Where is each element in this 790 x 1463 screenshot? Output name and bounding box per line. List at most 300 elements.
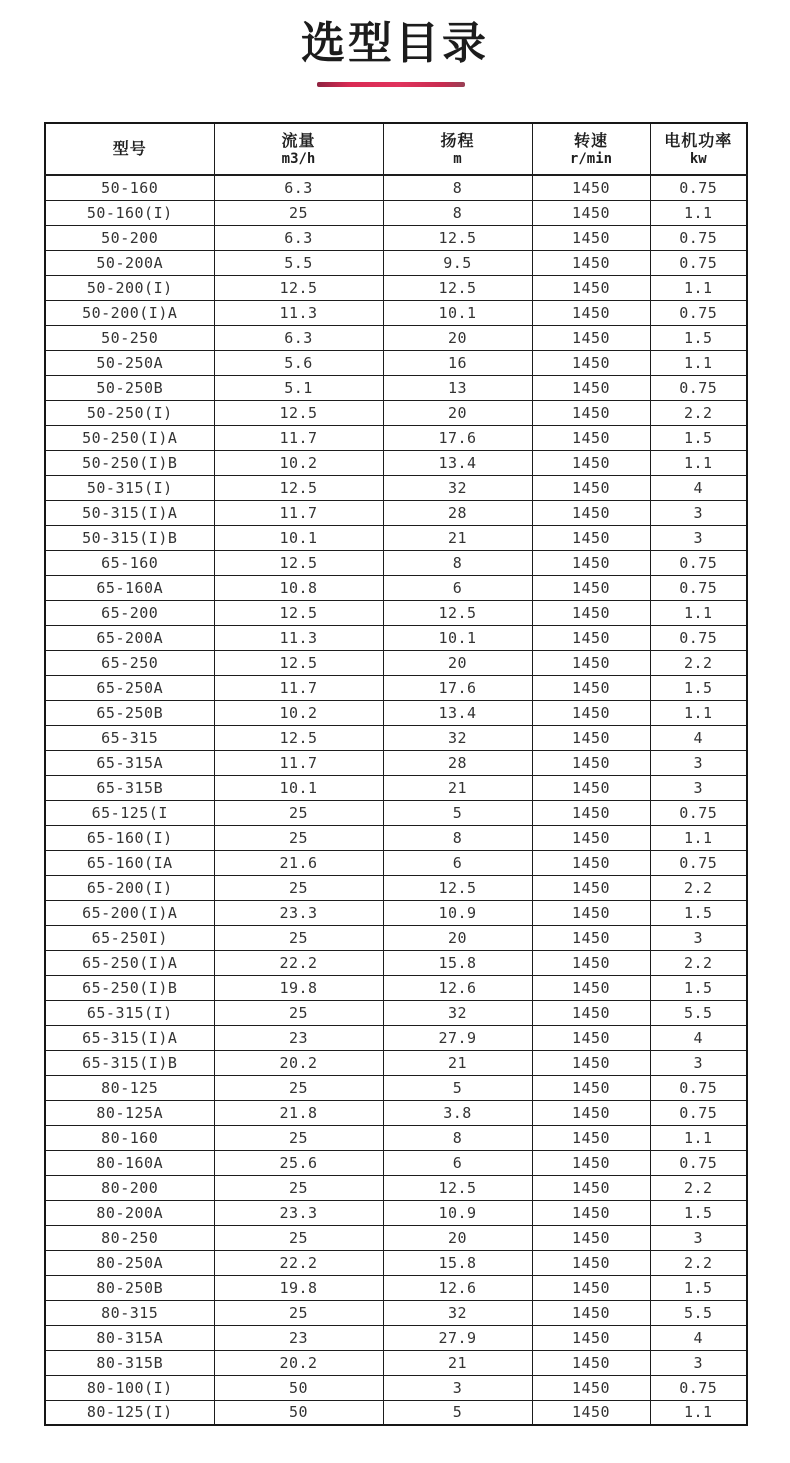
table-row bbox=[45, 1275, 747, 1300]
table-cell: 5.1 bbox=[214, 375, 383, 400]
table-cell: 20 bbox=[383, 925, 532, 950]
table-cell: 1450 bbox=[532, 350, 650, 375]
table-cell: 50 bbox=[214, 1400, 383, 1425]
table-cell: 50-315(I)B bbox=[45, 525, 214, 550]
table-cell: 80-125A bbox=[45, 1100, 214, 1125]
table-cell: 65-250B bbox=[45, 700, 214, 725]
table-row bbox=[45, 1250, 747, 1275]
table-row bbox=[45, 525, 747, 550]
table-cell: 1450 bbox=[532, 1275, 650, 1300]
table-cell: 11.7 bbox=[214, 425, 383, 450]
table-cell: 1.1 bbox=[650, 825, 747, 850]
table-cell: 5 bbox=[383, 1400, 532, 1425]
table-cell: 65-315(I) bbox=[45, 1000, 214, 1025]
table-cell: 10.9 bbox=[383, 900, 532, 925]
table-cell: 8 bbox=[383, 200, 532, 225]
table-row bbox=[45, 925, 747, 950]
table-cell: 21.8 bbox=[214, 1100, 383, 1125]
table-cell: 25 bbox=[214, 875, 383, 900]
table-cell: 50-160(I) bbox=[45, 200, 214, 225]
table-cell: 17.6 bbox=[383, 425, 532, 450]
table-cell: 20 bbox=[383, 400, 532, 425]
table-cell: 1450 bbox=[532, 1400, 650, 1425]
table-cell: 16 bbox=[383, 350, 532, 375]
table-cell: 65-160 bbox=[45, 550, 214, 575]
table-row bbox=[45, 1000, 747, 1025]
column-unit: m bbox=[453, 150, 462, 167]
table-cell: 65-315(I)A bbox=[45, 1025, 214, 1050]
table-row bbox=[45, 1200, 747, 1225]
table-cell: 65-160A bbox=[45, 575, 214, 600]
table-row bbox=[45, 650, 747, 675]
table-cell: 25 bbox=[214, 825, 383, 850]
table-cell: 11.3 bbox=[214, 300, 383, 325]
table-cell: 1450 bbox=[532, 450, 650, 475]
table-cell: 32 bbox=[383, 1000, 532, 1025]
table-cell: 65-250I) bbox=[45, 925, 214, 950]
table-row bbox=[45, 275, 747, 300]
table-row bbox=[45, 325, 747, 350]
table-cell: 65-160(I) bbox=[45, 825, 214, 850]
table-row bbox=[45, 400, 747, 425]
table-cell: 10.2 bbox=[214, 700, 383, 725]
table-cell: 25 bbox=[214, 1000, 383, 1025]
table-cell: 12.5 bbox=[214, 650, 383, 675]
table-cell: 32 bbox=[383, 1300, 532, 1325]
table-row bbox=[45, 1150, 747, 1175]
table-cell: 65-315(I)B bbox=[45, 1050, 214, 1075]
table-cell: 0.75 bbox=[650, 1100, 747, 1125]
table-cell: 1450 bbox=[532, 375, 650, 400]
table-cell: 5.5 bbox=[214, 250, 383, 275]
table-cell: 1.5 bbox=[650, 675, 747, 700]
table-cell: 2.2 bbox=[650, 875, 747, 900]
table-cell: 23.3 bbox=[214, 900, 383, 925]
table-cell: 1450 bbox=[532, 925, 650, 950]
table-cell: 1450 bbox=[532, 950, 650, 975]
table-cell: 1450 bbox=[532, 1025, 650, 1050]
table-row bbox=[45, 750, 747, 775]
table-cell: 65-250(I)A bbox=[45, 950, 214, 975]
table-cell: 20 bbox=[383, 325, 532, 350]
column-header bbox=[532, 123, 650, 175]
table-cell: 23.3 bbox=[214, 1200, 383, 1225]
table-cell: 1450 bbox=[532, 625, 650, 650]
table-row bbox=[45, 375, 747, 400]
table-cell: 80-315B bbox=[45, 1350, 214, 1375]
table-cell: 12.5 bbox=[383, 600, 532, 625]
table-cell: 22.2 bbox=[214, 950, 383, 975]
table-cell: 20 bbox=[383, 650, 532, 675]
table-cell: 1.1 bbox=[650, 350, 747, 375]
column-label: 型号 bbox=[112, 139, 147, 158]
table-row bbox=[45, 1350, 747, 1375]
table-cell: 4 bbox=[650, 1025, 747, 1050]
table-row bbox=[45, 450, 747, 475]
table-row bbox=[45, 200, 747, 225]
table-row bbox=[45, 975, 747, 1000]
table-cell: 1450 bbox=[532, 1000, 650, 1025]
table-cell: 15.8 bbox=[383, 1250, 532, 1275]
table-cell: 50-250A bbox=[45, 350, 214, 375]
table-cell: 10.2 bbox=[214, 450, 383, 475]
table-cell: 65-250A bbox=[45, 675, 214, 700]
table-cell: 0.75 bbox=[650, 300, 747, 325]
table-cell: 1450 bbox=[532, 975, 650, 1000]
table-cell: 0.75 bbox=[650, 1375, 747, 1400]
table-row bbox=[45, 500, 747, 525]
table-cell: 1450 bbox=[532, 1175, 650, 1200]
table-cell: 21 bbox=[383, 775, 532, 800]
table-cell: 0.75 bbox=[650, 850, 747, 875]
table-cell: 12.6 bbox=[383, 1275, 532, 1300]
table-cell: 50-200(I)A bbox=[45, 300, 214, 325]
table-cell: 5.5 bbox=[650, 1000, 747, 1025]
table-row bbox=[45, 950, 747, 975]
table-cell: 1450 bbox=[532, 1350, 650, 1375]
table-cell: 1450 bbox=[532, 1375, 650, 1400]
table-cell: 2.2 bbox=[650, 950, 747, 975]
table-cell: 6 bbox=[383, 1150, 532, 1175]
table-cell: 5.6 bbox=[214, 350, 383, 375]
table-cell: 25 bbox=[214, 1175, 383, 1200]
table-cell: 1.5 bbox=[650, 900, 747, 925]
table-cell: 4 bbox=[650, 475, 747, 500]
table-cell: 3 bbox=[650, 750, 747, 775]
table-cell: 17.6 bbox=[383, 675, 532, 700]
table-cell: 1450 bbox=[532, 1100, 650, 1125]
column-header bbox=[383, 123, 532, 175]
table-row bbox=[45, 300, 747, 325]
table-cell: 1.5 bbox=[650, 325, 747, 350]
table-cell: 1450 bbox=[532, 650, 650, 675]
table-cell: 50-250B bbox=[45, 375, 214, 400]
table-cell: 0.75 bbox=[650, 1075, 747, 1100]
table-cell: 10.8 bbox=[214, 575, 383, 600]
table-cell: 80-250 bbox=[45, 1225, 214, 1250]
table-cell: 80-125 bbox=[45, 1075, 214, 1100]
table-cell: 13.4 bbox=[383, 700, 532, 725]
table-row bbox=[45, 250, 747, 275]
table-cell: 1450 bbox=[532, 1200, 650, 1225]
table-cell: 28 bbox=[383, 750, 532, 775]
table-cell: 21 bbox=[383, 1050, 532, 1075]
table-row bbox=[45, 1175, 747, 1200]
table-cell: 1450 bbox=[532, 500, 650, 525]
table-row bbox=[45, 800, 747, 825]
table-cell: 1450 bbox=[532, 775, 650, 800]
table-row bbox=[45, 675, 747, 700]
table-cell: 6.3 bbox=[214, 175, 383, 200]
table-cell: 19.8 bbox=[214, 1275, 383, 1300]
table-row bbox=[45, 875, 747, 900]
column-label: 电机功率 bbox=[664, 130, 733, 150]
table-cell: 1450 bbox=[532, 525, 650, 550]
table-cell: 50-315(I)A bbox=[45, 500, 214, 525]
table-cell: 22.2 bbox=[214, 1250, 383, 1275]
table-cell: 1450 bbox=[532, 1150, 650, 1175]
table-cell: 21 bbox=[383, 525, 532, 550]
table-cell: 6 bbox=[383, 575, 532, 600]
table-row bbox=[45, 1125, 747, 1150]
table-cell: 2.2 bbox=[650, 650, 747, 675]
table-cell: 1.1 bbox=[650, 200, 747, 225]
table-cell: 2.2 bbox=[650, 1250, 747, 1275]
table-cell: 5 bbox=[383, 1075, 532, 1100]
table-cell: 65-315 bbox=[45, 725, 214, 750]
table-cell: 65-315B bbox=[45, 775, 214, 800]
table-cell: 11.7 bbox=[214, 675, 383, 700]
table-cell: 80-315A bbox=[45, 1325, 214, 1350]
table-cell: 80-200 bbox=[45, 1175, 214, 1200]
column-label: 转速 bbox=[573, 130, 608, 150]
table-cell: 12.5 bbox=[383, 1175, 532, 1200]
table-cell: 3.8 bbox=[383, 1100, 532, 1125]
table-cell: 12.5 bbox=[214, 725, 383, 750]
column-header bbox=[45, 123, 214, 175]
table-cell: 23 bbox=[214, 1325, 383, 1350]
table-cell: 4 bbox=[650, 725, 747, 750]
table-cell: 0.75 bbox=[650, 175, 747, 200]
table-cell: 25 bbox=[214, 1225, 383, 1250]
table-cell: 1450 bbox=[532, 300, 650, 325]
table-cell: 25 bbox=[214, 1300, 383, 1325]
table-cell: 1450 bbox=[532, 400, 650, 425]
table-cell: 80-100(I) bbox=[45, 1375, 214, 1400]
table-body bbox=[45, 175, 747, 1425]
table-row bbox=[45, 550, 747, 575]
table-cell: 50 bbox=[214, 1375, 383, 1400]
table-cell: 32 bbox=[383, 725, 532, 750]
table-cell: 50-315(I) bbox=[45, 475, 214, 500]
table-cell: 80-160A bbox=[45, 1150, 214, 1175]
table-cell: 12.5 bbox=[383, 275, 532, 300]
table-cell: 65-160(IA bbox=[45, 850, 214, 875]
table-cell: 25 bbox=[214, 1075, 383, 1100]
column-label: 流量 bbox=[281, 130, 316, 150]
table-cell: 3 bbox=[650, 1050, 747, 1075]
column-unit: r/min bbox=[569, 150, 613, 167]
table-cell: 1450 bbox=[532, 175, 650, 200]
title-underline-decoration bbox=[317, 82, 465, 87]
table-cell: 1450 bbox=[532, 325, 650, 350]
table-cell: 2.2 bbox=[650, 400, 747, 425]
table-cell: 1450 bbox=[532, 600, 650, 625]
column-unit: m3/h bbox=[281, 150, 316, 167]
table-cell: 11.3 bbox=[214, 625, 383, 650]
table-row bbox=[45, 1050, 747, 1075]
table-cell: 10.1 bbox=[214, 775, 383, 800]
table-row bbox=[45, 1300, 747, 1325]
table-header-row bbox=[45, 123, 747, 175]
table-cell: 0.75 bbox=[650, 550, 747, 575]
table-cell: 10.9 bbox=[383, 1200, 532, 1225]
table-cell: 50-200 bbox=[45, 225, 214, 250]
table-cell: 3 bbox=[650, 1350, 747, 1375]
table-cell: 8 bbox=[383, 825, 532, 850]
table-cell: 3 bbox=[650, 775, 747, 800]
table-cell: 50-200A bbox=[45, 250, 214, 275]
table-cell: 1450 bbox=[532, 225, 650, 250]
table-cell: 25.6 bbox=[214, 1150, 383, 1175]
table-cell: 6.3 bbox=[214, 225, 383, 250]
table-cell: 10.1 bbox=[383, 300, 532, 325]
table-cell: 1450 bbox=[532, 700, 650, 725]
table-row bbox=[45, 575, 747, 600]
table-row bbox=[45, 775, 747, 800]
table-cell: 8 bbox=[383, 175, 532, 200]
table-row bbox=[45, 1075, 747, 1100]
table-cell: 1450 bbox=[532, 900, 650, 925]
table-cell: 1450 bbox=[532, 725, 650, 750]
table-cell: 1450 bbox=[532, 200, 650, 225]
table-cell: 80-315 bbox=[45, 1300, 214, 1325]
table-cell: 11.7 bbox=[214, 500, 383, 525]
table-cell: 25 bbox=[214, 200, 383, 225]
table-cell: 1450 bbox=[532, 1225, 650, 1250]
table-cell: 9.5 bbox=[383, 250, 532, 275]
table-cell: 12.5 bbox=[214, 275, 383, 300]
table-cell: 0.75 bbox=[650, 225, 747, 250]
table-cell: 1450 bbox=[532, 825, 650, 850]
table-cell: 27.9 bbox=[383, 1025, 532, 1050]
table-row bbox=[45, 475, 747, 500]
table-cell: 12.5 bbox=[214, 475, 383, 500]
table-cell: 65-200A bbox=[45, 625, 214, 650]
table-cell: 50-250(I)B bbox=[45, 450, 214, 475]
table-cell: 65-250 bbox=[45, 650, 214, 675]
table-cell: 1450 bbox=[532, 800, 650, 825]
table-cell: 10.1 bbox=[383, 625, 532, 650]
table-row bbox=[45, 1400, 747, 1425]
table-cell: 65-200(I) bbox=[45, 875, 214, 900]
table-row bbox=[45, 700, 747, 725]
table-cell: 0.75 bbox=[650, 800, 747, 825]
page-title: 选型目录 bbox=[301, 18, 489, 69]
table-cell: 25 bbox=[214, 1125, 383, 1150]
table-cell: 65-200(I)A bbox=[45, 900, 214, 925]
table-cell: 65-200 bbox=[45, 600, 214, 625]
table-row bbox=[45, 1325, 747, 1350]
table-cell: 80-125(I) bbox=[45, 1400, 214, 1425]
table-cell: 1450 bbox=[532, 250, 650, 275]
table-cell: 12.5 bbox=[214, 400, 383, 425]
table-cell: 3 bbox=[650, 925, 747, 950]
table-cell: 1450 bbox=[532, 575, 650, 600]
table-cell: 50-250(I)A bbox=[45, 425, 214, 450]
table-cell: 32 bbox=[383, 475, 532, 500]
table-row bbox=[45, 625, 747, 650]
table-cell: 11.7 bbox=[214, 750, 383, 775]
table-cell: 0.75 bbox=[650, 625, 747, 650]
table-cell: 1.1 bbox=[650, 1400, 747, 1425]
table-row bbox=[45, 900, 747, 925]
table-cell: 2.2 bbox=[650, 1175, 747, 1200]
table-cell: 1450 bbox=[532, 875, 650, 900]
table-cell: 21.6 bbox=[214, 850, 383, 875]
table-cell: 10.1 bbox=[214, 525, 383, 550]
table-cell: 12.5 bbox=[383, 875, 532, 900]
table-cell: 0.75 bbox=[650, 575, 747, 600]
table-row bbox=[45, 825, 747, 850]
table-cell: 3 bbox=[650, 525, 747, 550]
table-cell: 12.5 bbox=[214, 600, 383, 625]
table-cell: 1.5 bbox=[650, 425, 747, 450]
table-cell: 1450 bbox=[532, 275, 650, 300]
table-cell: 0.75 bbox=[650, 375, 747, 400]
table-cell: 1450 bbox=[532, 675, 650, 700]
table-cell: 1450 bbox=[532, 1125, 650, 1150]
table-row bbox=[45, 425, 747, 450]
table-row bbox=[45, 350, 747, 375]
table-cell: 80-160 bbox=[45, 1125, 214, 1150]
table-cell: 20 bbox=[383, 1225, 532, 1250]
table-cell: 3 bbox=[383, 1375, 532, 1400]
table-row bbox=[45, 1225, 747, 1250]
table-cell: 25 bbox=[214, 925, 383, 950]
table-cell: 1.1 bbox=[650, 450, 747, 475]
table-cell: 12.5 bbox=[214, 550, 383, 575]
table-cell: 0.75 bbox=[650, 250, 747, 275]
table-row bbox=[45, 725, 747, 750]
table-cell: 1.5 bbox=[650, 975, 747, 1000]
table-row bbox=[45, 1025, 747, 1050]
table-cell: 20.2 bbox=[214, 1050, 383, 1075]
table-row bbox=[45, 1100, 747, 1125]
table-cell: 6.3 bbox=[214, 325, 383, 350]
table-cell: 1450 bbox=[532, 1075, 650, 1100]
table-cell: 65-125(I bbox=[45, 800, 214, 825]
table-cell: 3 bbox=[650, 500, 747, 525]
table-cell: 1.1 bbox=[650, 275, 747, 300]
table-cell: 21 bbox=[383, 1350, 532, 1375]
table-row bbox=[45, 1375, 747, 1400]
table-cell: 12.6 bbox=[383, 975, 532, 1000]
table-cell: 23 bbox=[214, 1025, 383, 1050]
table-cell: 65-250(I)B bbox=[45, 975, 214, 1000]
table-cell: 1450 bbox=[532, 1250, 650, 1275]
table-cell: 1450 bbox=[532, 550, 650, 575]
table-cell: 1450 bbox=[532, 850, 650, 875]
table-cell: 5.5 bbox=[650, 1300, 747, 1325]
table-cell: 50-250(I) bbox=[45, 400, 214, 425]
table-cell: 50-160 bbox=[45, 175, 214, 200]
table-row bbox=[45, 225, 747, 250]
table-header bbox=[45, 123, 747, 175]
table-cell: 20.2 bbox=[214, 1350, 383, 1375]
table-cell: 1.1 bbox=[650, 1125, 747, 1150]
table-cell: 5 bbox=[383, 800, 532, 825]
table-cell: 0.75 bbox=[650, 1150, 747, 1175]
table-row bbox=[45, 175, 747, 200]
table-row bbox=[45, 850, 747, 875]
table-cell: 27.9 bbox=[383, 1325, 532, 1350]
table-cell: 13.4 bbox=[383, 450, 532, 475]
table-cell: 25 bbox=[214, 800, 383, 825]
table-cell: 4 bbox=[650, 1325, 747, 1350]
table-cell: 1.1 bbox=[650, 700, 747, 725]
column-unit: kw bbox=[689, 150, 707, 167]
table-cell: 1.1 bbox=[650, 600, 747, 625]
table-cell: 6 bbox=[383, 850, 532, 875]
table-cell: 80-250B bbox=[45, 1275, 214, 1300]
table-cell: 80-200A bbox=[45, 1200, 214, 1225]
table-cell: 12.5 bbox=[383, 225, 532, 250]
table-cell: 50-200(I) bbox=[45, 275, 214, 300]
table-cell: 1.5 bbox=[650, 1200, 747, 1225]
table-cell: 1450 bbox=[532, 750, 650, 775]
column-header bbox=[214, 123, 383, 175]
